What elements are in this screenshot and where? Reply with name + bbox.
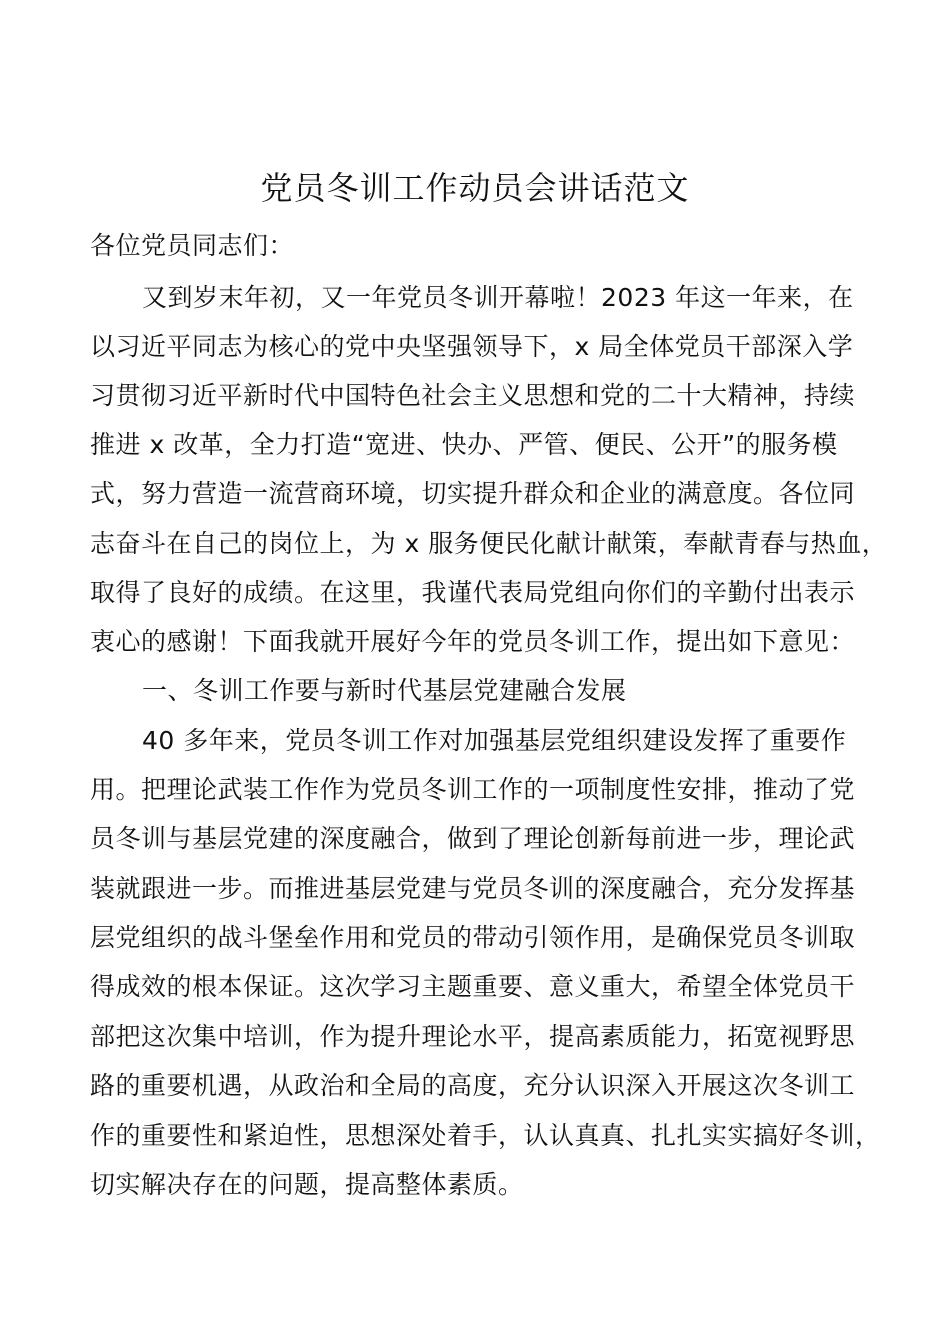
paragraph-line: 作的重要性和紧迫性，思想深处着手，认认真真、扎扎实实搞好冬训， xyxy=(90,1121,881,1150)
paragraph-line: 以习近平同志为核心的党中央坚强领导下，x 局全体党员干部深入学 xyxy=(90,332,854,361)
document-title: 党员冬训工作动员会讲话范文 xyxy=(260,169,690,207)
paragraph-line: 又到岁末年初，又一年党员冬训开幕啦！2023 年这一年来，在 xyxy=(142,283,854,312)
paragraph-line: 取得了良好的成绩。在这里，我谨代表局党组向你们的辛勤付出表示 xyxy=(90,578,856,607)
paragraph-line: 志奋斗在自己的岗位上，为 x 服务便民化献计献策，奉献青春与热血， xyxy=(90,529,888,558)
paragraph-line: 部把这次集中培训，作为提升理论水平，提高素质能力，拓宽视野思 xyxy=(90,1022,856,1051)
section-heading: 一、冬训工作要与新时代基层党建融合发展 xyxy=(142,676,627,705)
paragraph-line: 推进 x 改革，全力打造“宽进、快办、严管、便民、公开”的服务模 xyxy=(90,430,838,459)
paragraph-line: 得成效的根本保证。这次学习主题重要、意义重大，希望全体党员干 xyxy=(90,972,856,1001)
paragraph-line: 用。把理论武装工作作为党员冬训工作的一项制度性安排，推动了党 xyxy=(90,775,856,804)
salutation: 各位党员同志们： xyxy=(90,231,295,260)
paragraph-line: 层党组织的战斗堡垒作用和党员的带动引领作用，是确保党员冬训取 xyxy=(90,923,856,952)
paragraph-line: 衷心的感谢！下面我就开展好今年的党员冬训工作，提出如下意见： xyxy=(90,627,856,656)
paragraph-line: 员冬训与基层党建的深度融合，做到了理论创新每前进一步，理论武 xyxy=(90,824,856,853)
paragraph-line: 习贯彻习近平新时代中国特色社会主义思想和党的二十大精神，持续 xyxy=(90,381,856,410)
paragraph-line: 路的重要机遇，从政治和全局的高度，充分认识深入开展这次冬训工 xyxy=(90,1071,856,1100)
paragraph-line: 式，努力营造一流营商环境，切实提升群众和企业的满意度。各位同 xyxy=(90,479,856,508)
paragraph-line: 装就跟进一步。而推进基层党建与党员冬训的深度融合，充分发挥基 xyxy=(90,874,856,903)
paragraph-line: 40 多年来，党员冬训工作对加强基层党组织建设发挥了重要作 xyxy=(142,726,847,755)
paragraph-line: 切实解决存在的问题，提高整体素质。 xyxy=(90,1170,524,1199)
